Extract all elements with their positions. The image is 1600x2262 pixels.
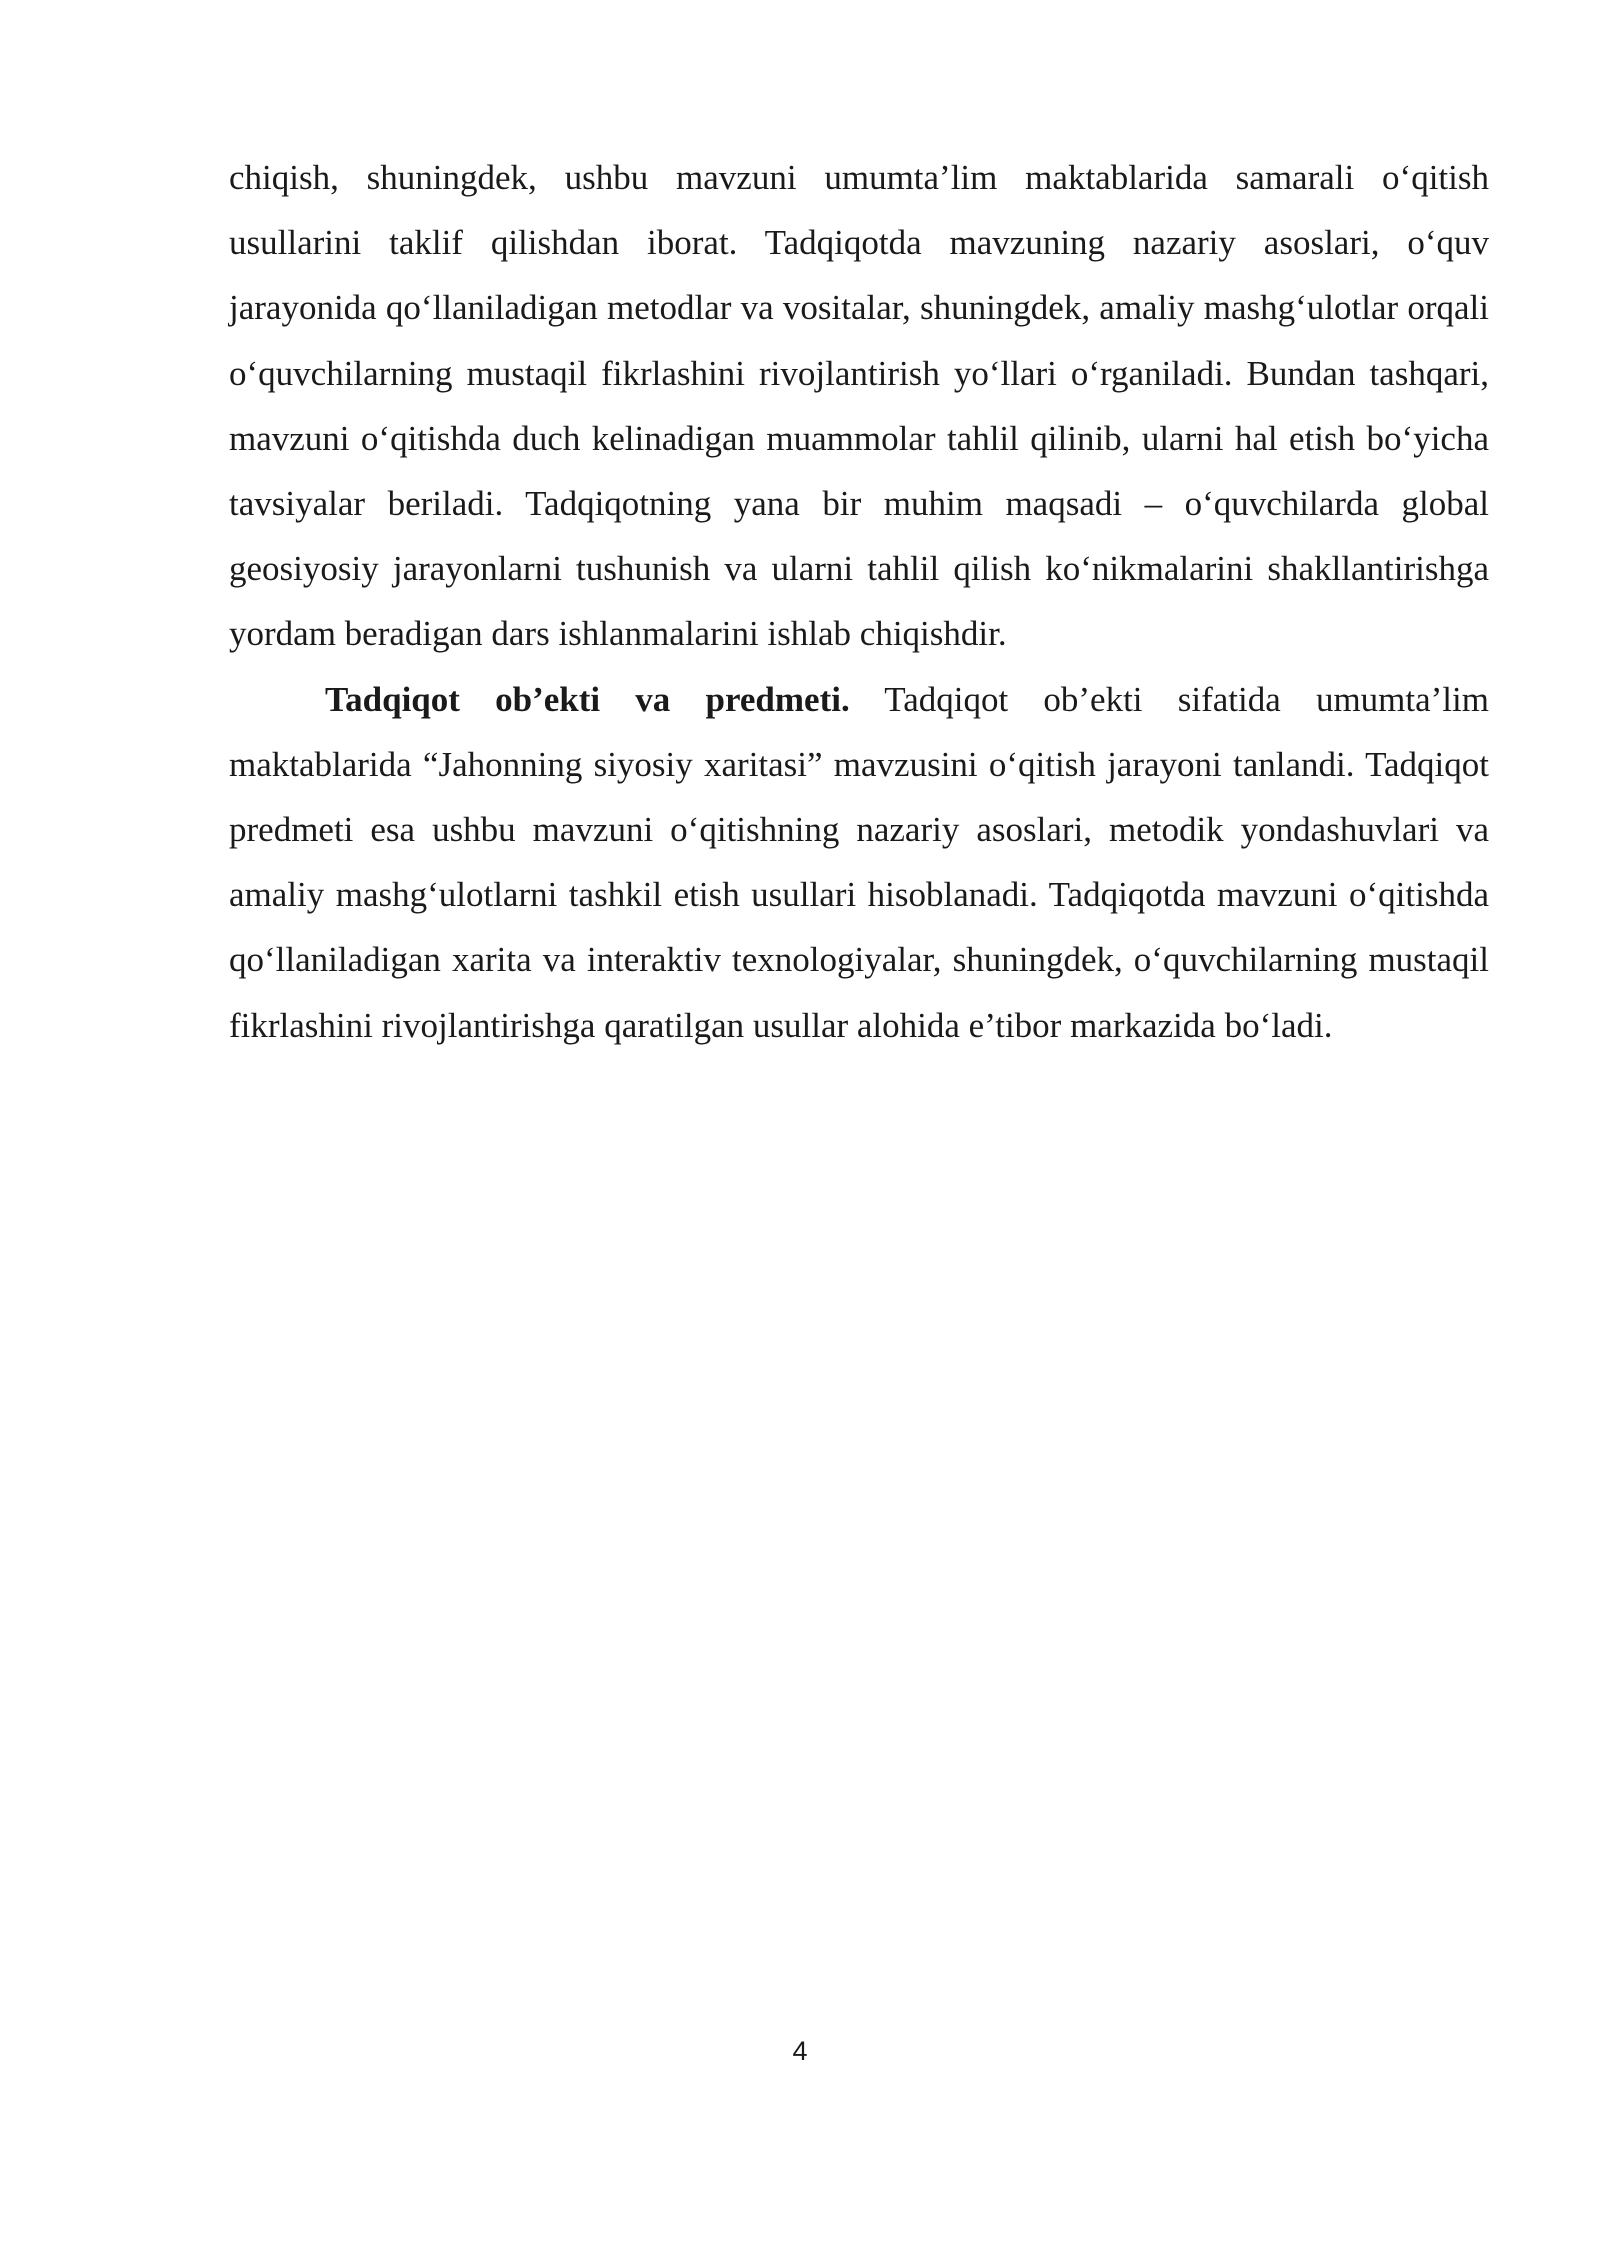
section-heading: Tadqiqot ob’ekti va predmeti.	[325, 679, 850, 719]
paragraph-purpose: chiqish, shuningdek, ushbu mavzuni umumta’lim maktablarida samarali o‘qitish usullarini taklif qilishdan iborat. Tadqiqotda mavzuning nazariy asoslari, o‘quv jarayonida qo‘llaniladigan metodlar va vositalar, shuningdek, amaliy mashg‘ulotlar orqali o‘quvchilarning mustaqil fikrlashini rivojlantirish yo‘llari o‘rganiladi. Bundan tashqari, mavzuni o‘qitishda duch kelinadigan muammolar tahlil qilinib, ularni hal etish bo‘yicha tavsiyalar beriladi. Tadqiqotning yana bir muhim maqsadi – o‘quvchilarda global geosiyosiy jarayonlarni tushunish va ularni tahlil qilish ko‘nikmalarini shakllantirishga yordam beradigan dars ishlanmalarini ishlab chiqishdir.	[229, 158, 1489, 654]
paragraph-object-subject-text: Tadqiqot ob’ekti sifatida umumta’lim maktablarida “Jahonning siyosiy xaritasi” mavzusini o‘qitish jarayoni tanlandi. Tadqiqot predmeti esa ushbu mavzuni o‘qitishning nazariy asoslari, metodik yondashuvlari va amaliy mashg‘ulotlarni tashkil etish usullari hisoblanadi. Tadqiqotda mavzuni o‘qitishda qo‘llaniladigan xarita va interaktiv texnologiyalar, shuningdek, o‘quvchilarning mustaqil fikrlashini rivojlantirishga qaratilgan usullar alohida e’tibor markazida bo‘ladi.	[229, 679, 1489, 1045]
page-number: 4	[792, 2036, 808, 2066]
paragraph-object-subject	[229, 667, 1489, 1058]
document-body	[229, 145, 1489, 1058]
